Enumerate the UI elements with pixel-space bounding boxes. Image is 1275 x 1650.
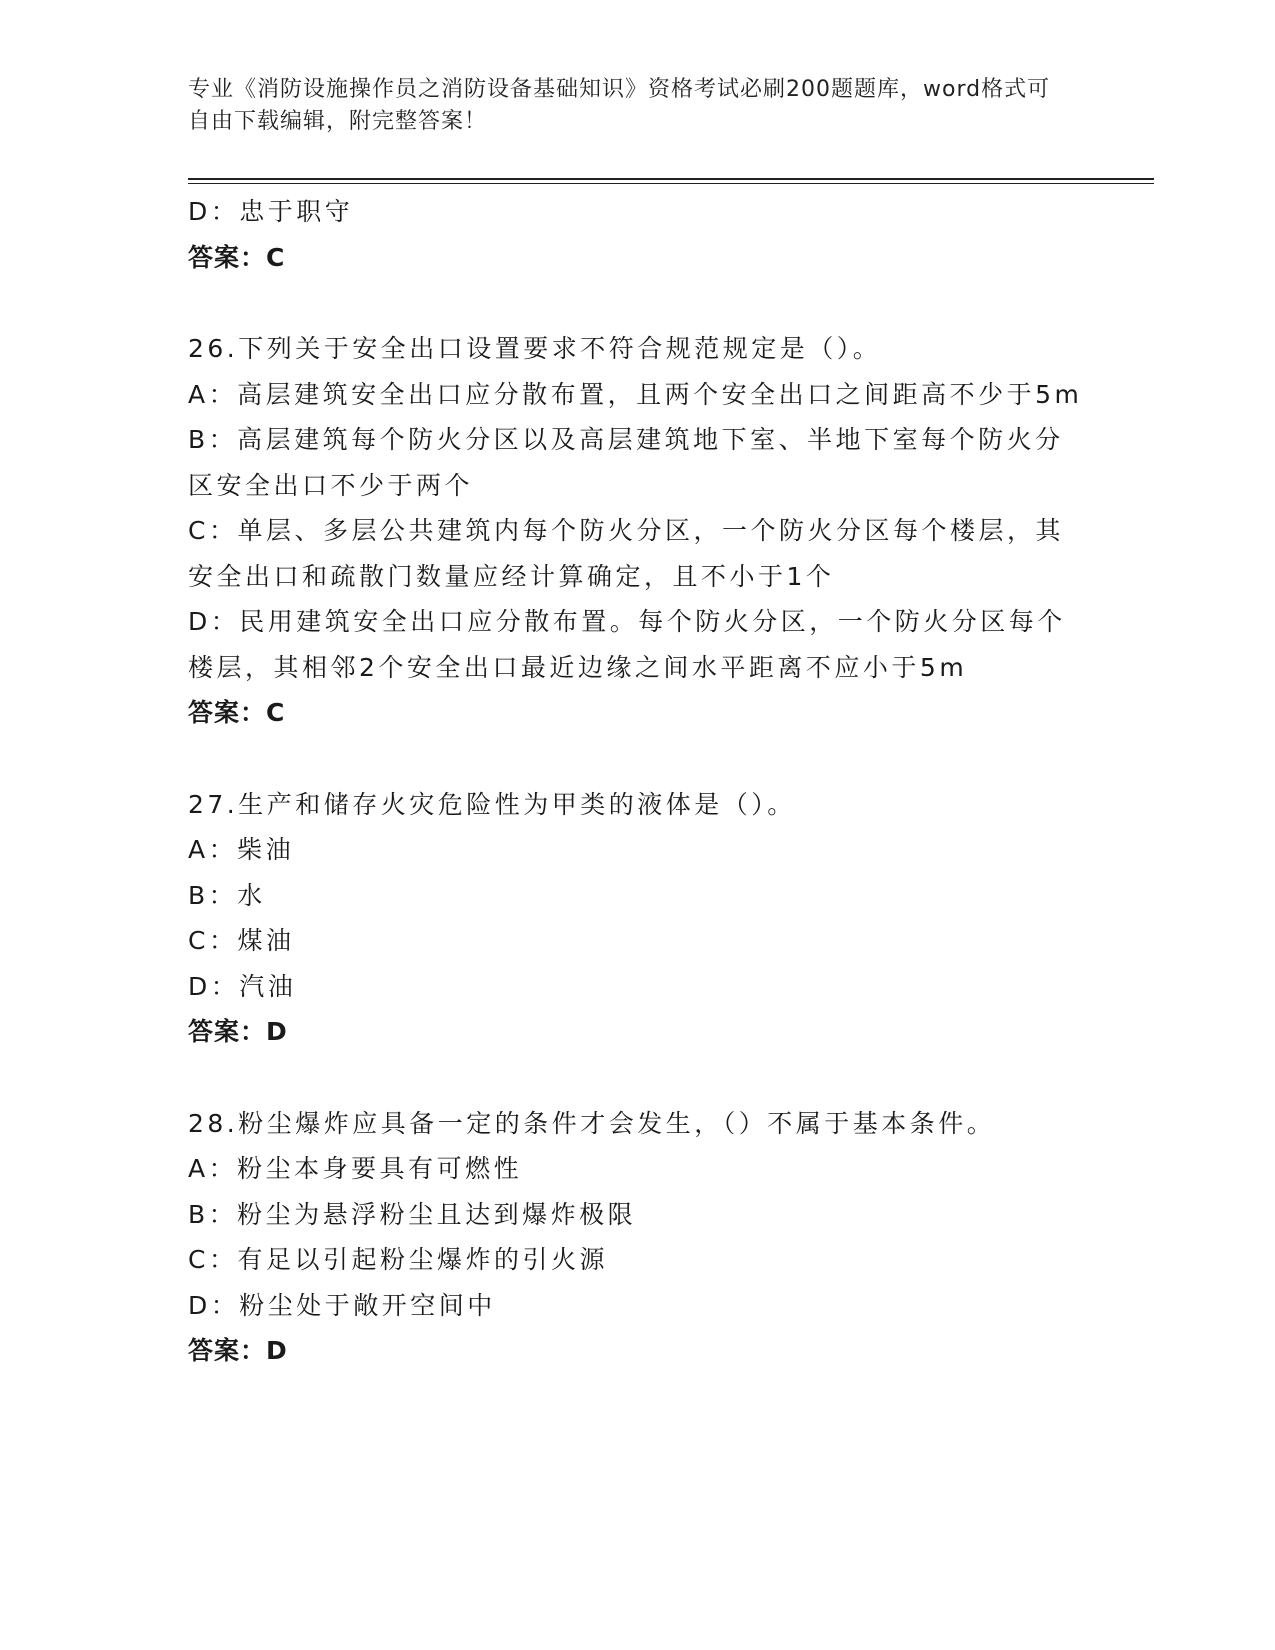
option-c: C：有足以引起粉尘爆炸的引火源	[188, 1245, 608, 1274]
option-c: C：煤油	[188, 926, 295, 955]
answer-line: 答案：C	[188, 698, 286, 727]
option-b: B：粉尘为悬浮粉尘且达到爆炸极限	[188, 1199, 637, 1229]
header-rule-thick	[188, 178, 1154, 180]
answer-line: 答案：D	[188, 1017, 288, 1046]
spacer	[188, 1055, 1088, 1101]
question-26	[188, 326, 1088, 736]
previous-question-tail	[188, 189, 1088, 280]
question-list	[188, 189, 1088, 1374]
question-stem: 26.下列关于安全出口设置要求不符合规范规定是（）。	[188, 334, 882, 363]
question-stem: 27.生产和储存火灾危险性为甲类的液体是（）。	[188, 789, 796, 819]
spacer	[188, 736, 1088, 782]
option-a: A：柴油	[188, 835, 295, 864]
question-27	[188, 782, 1088, 1055]
question-28	[188, 1101, 1088, 1374]
option-a: A：粉尘本身要具有可燃性	[188, 1154, 523, 1183]
header-rule-thin	[188, 183, 1154, 184]
answer-line: 答案：C	[188, 242, 286, 272]
option-d: D：忠于职守	[188, 197, 354, 226]
spacer	[188, 280, 1088, 326]
option-c: C：单层、多层公共建筑内每个防火分区，一个防火分区每个楼层，其安全出口和疏散门数量应经计算确定，且不小于1个	[188, 516, 1064, 591]
option-a: A：高层建筑安全出口应分散布置，且两个安全出口之间距高不少于5m	[188, 379, 1083, 409]
option-d: D：民用建筑安全出口应分散布置。每个防火分区，一个防火分区每个楼层，其相邻2个安全出口最近边缘之间水平距离不应小于5m	[188, 607, 1066, 682]
question-stem: 28.粉尘爆炸应具备一定的条件才会发生，（）不属于基本条件。	[188, 1108, 996, 1138]
option-d: D：粉尘处于敞开空间中	[188, 1290, 496, 1320]
document-header: 专业《消防设施操作员之消防设备基础知识》资格考试必刷200题题库，word格式可自由下载编辑，附完整答案！	[188, 77, 1051, 134]
option-d: D：汽油	[188, 971, 297, 1001]
answer-line: 答案：D	[188, 1336, 288, 1365]
option-b: B：高层建筑每个防火分区以及高层建筑地下室、半地下室每个防火分区安全出口不少于两个	[188, 425, 1064, 500]
option-b: B：水	[188, 880, 266, 910]
